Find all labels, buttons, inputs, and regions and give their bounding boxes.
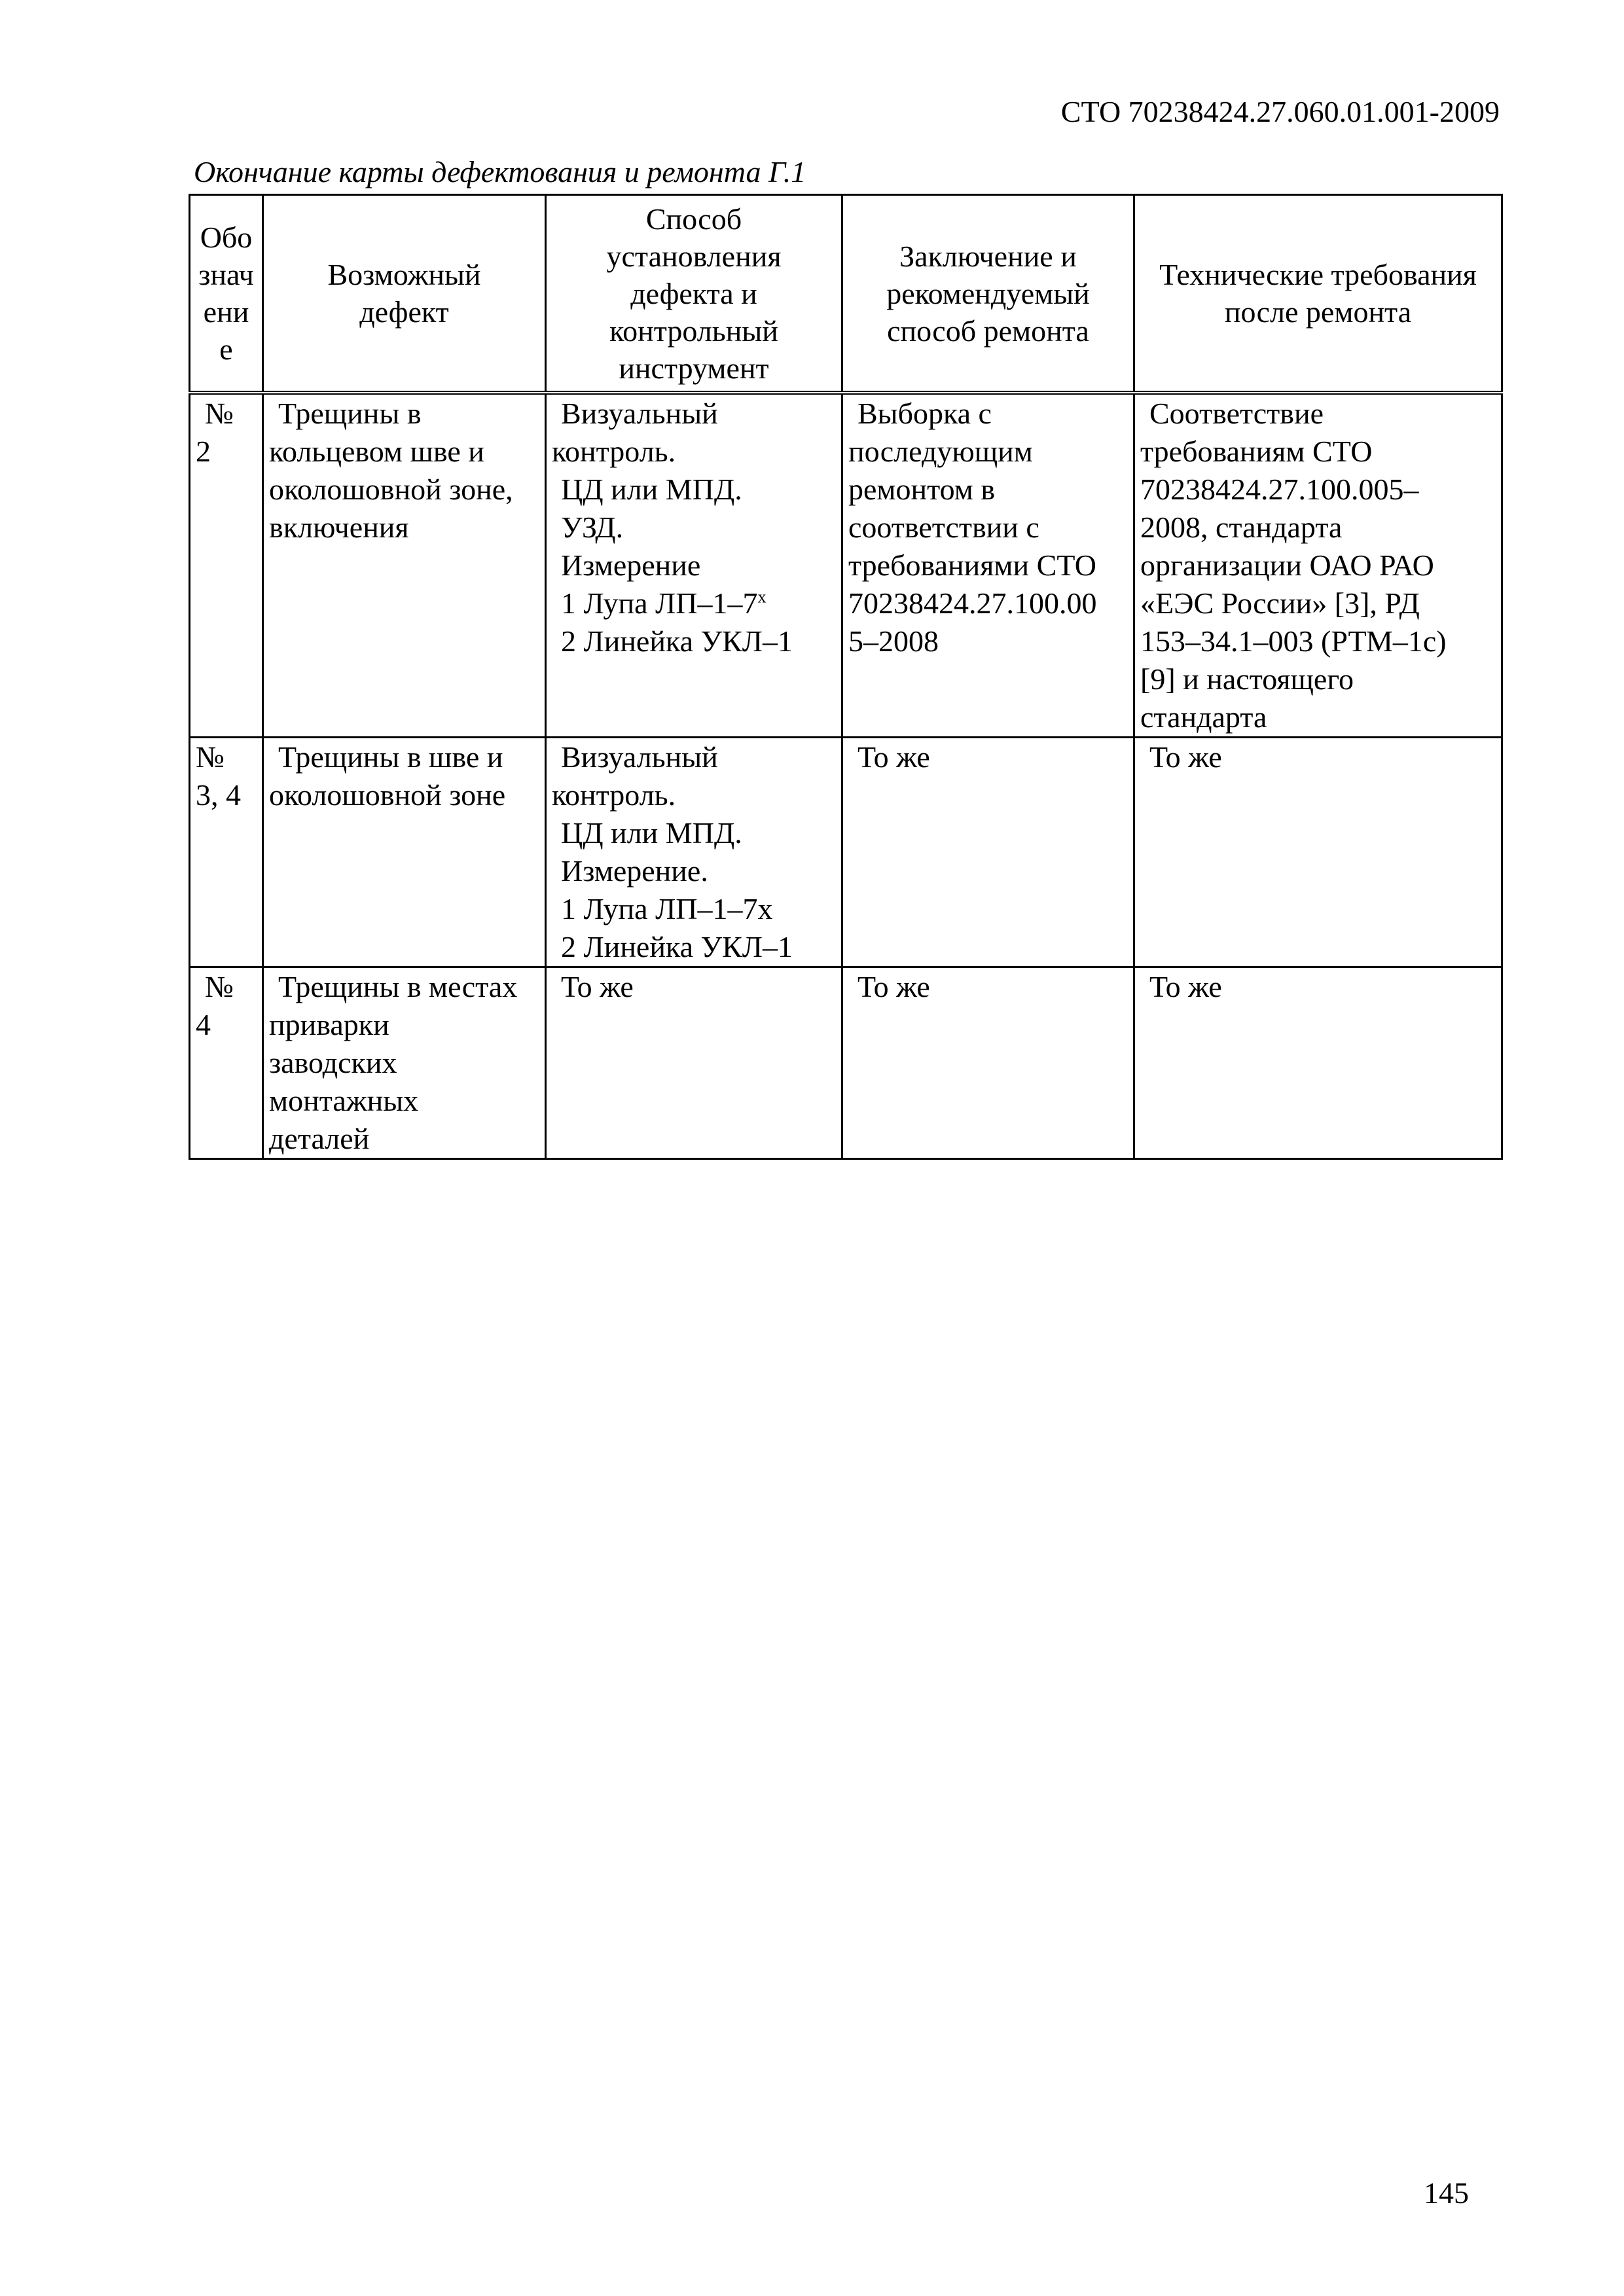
cell-line: организации ОАО РАО — [1140, 548, 1434, 582]
cell-line: 2 Линейка УКЛ–1 — [561, 930, 793, 963]
cell-method — [546, 738, 842, 967]
cell-line: 2008, стандарта — [1140, 511, 1343, 544]
cell-line — [552, 584, 836, 622]
cell-line: Трещины в местах — [278, 970, 518, 1003]
cell-line: № — [196, 740, 225, 774]
cell-designation — [190, 967, 263, 1159]
cell-line: соответствии с — [848, 511, 1039, 544]
header-repair — [842, 195, 1134, 393]
header-line: знач — [198, 258, 254, 291]
magnifier-label: 1 Лупа ЛП–1–7 — [561, 586, 758, 620]
table-row — [190, 967, 1502, 1159]
cell-designation — [190, 393, 263, 738]
cell-line: последующим — [848, 435, 1033, 468]
cell-line: околошовной зоне — [269, 778, 506, 812]
cell-line: Визуальный — [561, 740, 718, 774]
cell-line: контроль. — [552, 778, 676, 812]
header-method — [546, 195, 842, 393]
cell-line: То же — [561, 970, 634, 1003]
magnification-superscript: х — [757, 587, 767, 607]
cell-line: 4 — [196, 1008, 211, 1041]
cell-line: Визуальный — [561, 397, 718, 430]
cell-line: [9] и настоящего — [1140, 662, 1354, 696]
cell-line: требованиям СТО — [1140, 435, 1373, 468]
cell-line: контроль. — [552, 435, 676, 468]
cell-defect — [263, 967, 546, 1159]
cell-requirements — [1134, 738, 1502, 967]
cell-defect — [263, 393, 546, 738]
header-line: ени — [203, 295, 249, 329]
header-line: е — [219, 332, 233, 366]
table-header-row — [190, 195, 1502, 393]
cell-line: Соответствие — [1149, 397, 1324, 430]
cell-line: То же — [1149, 740, 1222, 774]
cell-line: № — [205, 970, 234, 1003]
cell-repair — [842, 393, 1134, 738]
cell-repair — [842, 967, 1134, 1159]
cell-line: 153–34.1–003 (РТМ–1с) — [1140, 624, 1447, 658]
cell-line: 3, 4 — [196, 778, 241, 812]
cell-requirements — [1134, 393, 1502, 738]
header-line: Технические требования — [1159, 258, 1477, 291]
cell-requirements — [1134, 967, 1502, 1159]
cell-line: № — [205, 397, 234, 430]
cell-line: Измерение. — [561, 854, 708, 888]
cell-line: То же — [1149, 970, 1222, 1003]
cell-line: 5–2008 — [848, 624, 939, 658]
cell-line: приварки — [269, 1008, 389, 1041]
cell-line: Измерение — [561, 548, 701, 582]
cell-line: То же — [857, 970, 930, 1003]
header-designation — [190, 195, 263, 393]
document-code: СТО 70238424.27.060.01.001-2009 — [1060, 95, 1500, 128]
page-number: 145 — [1424, 2176, 1469, 2210]
header-line: дефекта и — [630, 276, 757, 310]
cell-line: УЗД. — [561, 511, 624, 544]
cell-line: Выборка с — [857, 397, 992, 430]
cell-designation — [190, 738, 263, 967]
header-line: Способ — [645, 202, 742, 236]
header-line: рекомендуемый — [886, 276, 1090, 310]
cell-line: деталей — [269, 1122, 370, 1155]
table-row — [190, 738, 1502, 967]
cell-line: требованиями СТО — [848, 548, 1097, 582]
cell-line: 70238424.27.100.00 — [848, 586, 1097, 620]
cell-line: 2 — [196, 435, 211, 468]
cell-line: включения — [269, 511, 409, 544]
cell-line: ЦД или МПД. — [561, 816, 742, 850]
cell-repair — [842, 738, 1134, 967]
table-caption: Окончание карты дефектования и ремонта Г.1 — [194, 155, 806, 188]
cell-line: То же — [857, 740, 930, 774]
cell-method — [546, 967, 842, 1159]
cell-line: «ЕЭС России» [3], РД — [1140, 586, 1420, 620]
cell-defect — [263, 738, 546, 967]
defect-repair-table — [189, 194, 1503, 1160]
cell-line: 70238424.27.100.005– — [1140, 473, 1419, 506]
header-requirements — [1134, 195, 1502, 393]
cell-line: заводских — [269, 1046, 397, 1079]
cell-line: монтажных — [269, 1084, 419, 1117]
cell-line: 1 Лупа ЛП–1–7х — [561, 892, 773, 925]
cell-line: ремонтом в — [848, 473, 996, 506]
header-line: установления — [606, 239, 782, 273]
header-line: Заключение и — [899, 239, 1077, 273]
table-row — [190, 393, 1502, 738]
header-line: инструмент — [619, 351, 769, 385]
cell-line: околошовной зоне, — [269, 473, 513, 506]
header-line: дефект — [359, 295, 449, 329]
cell-line: Трещины в — [278, 397, 422, 430]
cell-line: стандарта — [1140, 700, 1267, 734]
header-line: после ремонта — [1224, 295, 1412, 329]
cell-line: Трещины в шве и — [278, 740, 503, 774]
header-line: Обо — [200, 221, 253, 254]
header-line: способ ремонта — [887, 314, 1089, 348]
cell-line: 2 Линейка УКЛ–1 — [561, 624, 793, 658]
header-defect — [263, 195, 546, 393]
cell-line: кольцевом шве и — [269, 435, 484, 468]
cell-line: ЦД или МПД. — [561, 473, 742, 506]
header-line: Возможный — [327, 258, 481, 291]
header-line: контрольный — [609, 314, 778, 348]
cell-method — [546, 393, 842, 738]
